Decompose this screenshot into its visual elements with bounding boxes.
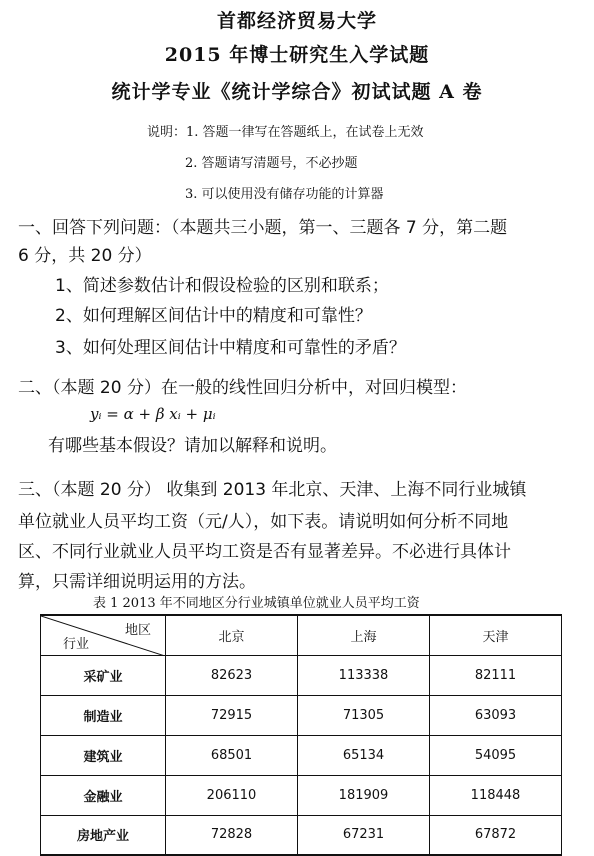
- q3-line-1: 三、（本题 20 分） 收集到 2013 年北京、天津、上海不同行业城镇: [18, 480, 527, 500]
- table-row: [41, 735, 562, 775]
- table-cell: 68501: [166, 735, 298, 775]
- corner-industry-label: 行业: [63, 636, 90, 652]
- exam-title: 2015 年博士研究生入学试题: [164, 44, 430, 66]
- table-cell: 82111: [430, 655, 562, 695]
- table-cell: 67872: [430, 815, 562, 855]
- q3-line-4: 算，只需详细说明运用的方法。: [18, 572, 256, 592]
- table-cell: 113338: [298, 655, 430, 695]
- table-cell: 72915: [166, 695, 298, 735]
- table-cell: 54095: [430, 735, 562, 775]
- industry-label: 房地产业: [41, 815, 166, 855]
- column-header: 天津: [430, 615, 562, 655]
- industry-label: 制造业: [41, 695, 166, 735]
- table-row: [41, 695, 562, 735]
- industry-label: 采矿业: [41, 655, 166, 695]
- q2-line-2: 有哪些基本假设？请加以解释和说明。: [48, 436, 337, 456]
- table-cell: 181909: [298, 775, 430, 815]
- regression-formula: yᵢ = α + β xᵢ + μᵢ: [90, 405, 216, 423]
- note-2: 2. 答题请写清题号，不必抄题: [185, 156, 358, 171]
- q1-line-1: 一、回答下列问题：（本题共三小题，第一、三题各 7 分，第二题: [18, 218, 508, 238]
- table-corner-cell: [41, 615, 166, 655]
- q1-line-2: 6 分，共 20 分）: [18, 246, 152, 266]
- table-cell: 63093: [430, 695, 562, 735]
- paper-title: 统计学专业《统计学综合》初试试题 A 卷: [111, 81, 483, 103]
- column-header: 北京: [166, 615, 298, 655]
- table-cell: 65134: [298, 735, 430, 775]
- industry-label: 金融业: [41, 775, 166, 815]
- wage-table: [40, 614, 562, 856]
- table-row: [41, 655, 562, 695]
- q1-item-2: 2、如何理解区间估计中的精度和可靠性？: [55, 306, 372, 326]
- table-row: [41, 775, 562, 815]
- corner-region-label: 地区: [124, 623, 151, 638]
- table-header-row: [41, 615, 562, 655]
- note-1: 说明：1. 答题一律写在答题纸上，在试卷上无效: [147, 125, 424, 140]
- q1-item-1: 1、简述参数估计和假设检验的区别和联系；: [55, 276, 389, 296]
- note-3: 3. 可以使用没有储存功能的计算器: [185, 187, 384, 202]
- industry-label: 建筑业: [41, 735, 166, 775]
- table-cell: 118448: [430, 775, 562, 815]
- table-cell: 82623: [166, 655, 298, 695]
- table-cell: 71305: [298, 695, 430, 735]
- q1-item-3: 3、如何处理区间估计中精度和可靠性的矛盾？: [55, 338, 406, 358]
- q3-line-3: 区、不同行业就业人员平均工资是否有显著差异。不必进行具体计: [18, 542, 511, 562]
- q2-line-1: 二、（本题 20 分）在一般的线性回归分析中，对回归模型：: [18, 378, 467, 398]
- q3-line-2: 单位就业人员平均工资（元/人），如下表。请说明如何分析不同地: [18, 512, 509, 532]
- table-caption: 表 1 2013 年不同地区分行业城镇单位就业人员平均工资: [93, 596, 420, 611]
- table-row: [41, 815, 562, 855]
- table-cell: 206110: [166, 775, 298, 815]
- table-cell: 72828: [166, 815, 298, 855]
- university-name: 首都经济贸易大学: [216, 10, 377, 32]
- table-cell: 67231: [298, 815, 430, 855]
- column-header: 上海: [298, 615, 430, 655]
